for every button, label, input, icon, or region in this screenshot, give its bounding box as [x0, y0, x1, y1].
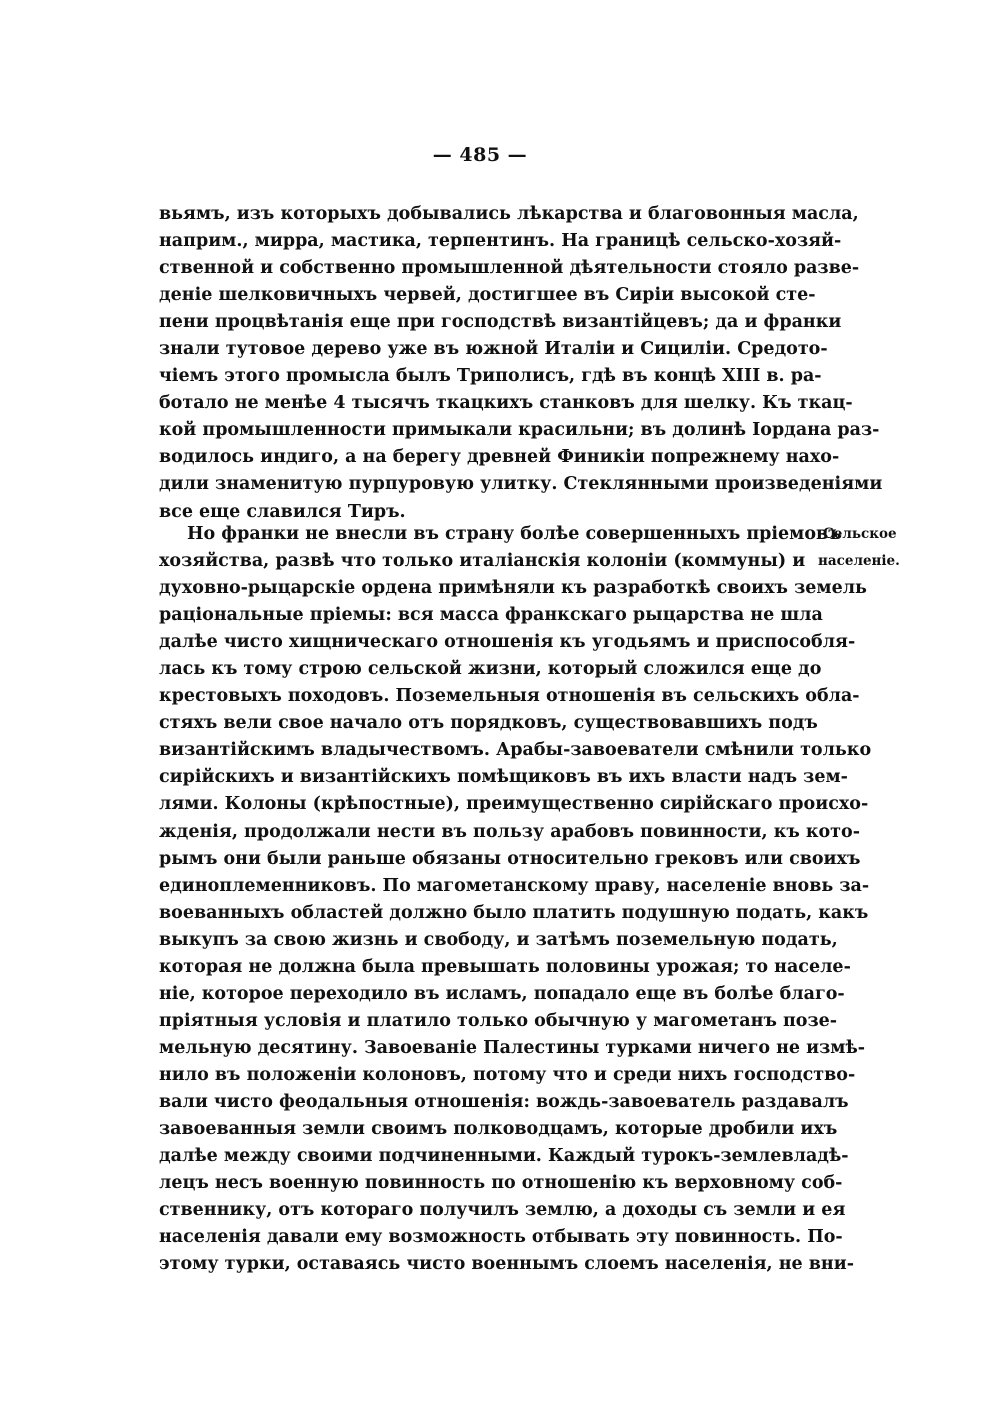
margin-note-line: населеніе.: [818, 553, 900, 570]
text-line: кой промышленности примыкали красильни; въ долинѣ Іордана раз-: [159, 420, 880, 441]
text-line: этому турки, оставаясь чисто военнымъ слоемъ населенія, не вни-: [159, 1254, 854, 1275]
text-line: пріятныя условія и платило только обычную у магометанъ позе-: [159, 1010, 838, 1031]
text-line: ніе, которое переходило въ исламъ, попадало еще въ болѣе благо-: [159, 983, 845, 1004]
text-line: вьямъ, изъ которыхъ добывались лѣкарства и благовонныя масла,: [159, 204, 859, 224]
text-line: хозяйства, развѣ что только италіанскія колоніи (коммуны) и: [159, 551, 806, 572]
text-line: ботало не менѣе 4 тысячъ ткацкихъ станковъ для шелку. Къ ткац-: [159, 393, 853, 414]
paragraph-1: [159, 201, 883, 526]
text-line: стяхъ вели свое начало отъ порядковъ, существовавшихъ подъ: [159, 713, 818, 734]
text-line: которая не должна была превышать половины урожая; то населе-: [159, 956, 851, 977]
text-line: мельную десятину. Завоеваніе Палестины турками ничего не измѣ-: [159, 1037, 866, 1058]
text-line: сирійскихъ и византійскихъ помѣщиковъ въ ихъ власти надъ зем-: [159, 767, 848, 788]
text-line: вали чисто феодальныя отношенія: вождь-завоеватель раздавалъ: [159, 1091, 849, 1112]
text-line: населенія давали ему возможность отбывать эту повинность. По-: [159, 1227, 843, 1248]
text-line: чіемъ этого промысла былъ Триполисъ, гдѣ въ концѣ XIII в. ра-: [159, 366, 822, 387]
text-line: все еще славился Тиръ.: [159, 501, 406, 522]
text-line: завоеванныя земли своимъ полководцамъ, которые дробили ихъ: [159, 1119, 838, 1140]
text-line: крестовыхъ походовъ. Поземельныя отношенія въ сельскихъ обла-: [159, 686, 860, 707]
text-line: пени процвѣтанія еще при господствѣ византійцевъ; да и франки: [159, 312, 842, 333]
text-line: духовно-рыцарскіе ордена примѣняли къ разработкѣ своихъ земель: [159, 578, 867, 599]
text-line: водилось индиго, а на берегу древней Финикіи попрежнему нахо-: [159, 447, 840, 468]
margin-note-line: Сельское: [823, 526, 897, 542]
text-line: ственной и собственно промышленной дѣятельности стояло разве-: [159, 258, 860, 279]
text-line: дили знаменитую пурпуровую улитку. Стеклянными произведеніями: [159, 474, 883, 495]
text-line: византійскимъ владычествомъ. Арабы-завоеватели смѣнили только: [159, 740, 872, 761]
text-line: лями. Колоны (крѣпостные), преимущественно сирійскаго происхо-: [159, 794, 869, 815]
margin-note: [818, 521, 918, 575]
text-line: лецъ несъ военную повинность по отношенію къ верховному соб-: [159, 1173, 843, 1194]
text-line: ственнику, отъ котораго получилъ землю, а доходы съ земли и ея: [159, 1200, 846, 1221]
text-line: единоплеменниковъ. По магометанскому праву, населеніе вновь за-: [159, 875, 870, 896]
text-line: рымъ они были раньше обязаны относительно грековъ или своихъ: [159, 848, 861, 869]
text-line: воеванныхъ областей должно было платить подушную подать, какъ: [159, 902, 869, 923]
text-line: выкупъ за свою жизнь и свободу, и затѣмъ поземельную подать,: [159, 929, 838, 950]
text-line: знали тутовое дерево уже въ южной Италіи и Сициліи. Средото-: [159, 339, 828, 360]
text-line: далѣе чисто хищническаго отношенія къ угодьямъ и приспособля-: [159, 632, 856, 653]
text-line: деніе шелковичныхъ червей, достигшее въ Сиріи высокой сте-: [159, 285, 816, 306]
text-line: Но франки не внесли въ страну болѣе совершенныхъ пріемовъ: [187, 524, 842, 544]
page-number: — 485 —: [432, 144, 528, 166]
text-line: жденія, продолжали нести въ пользу арабовъ повинности, къ кото-: [159, 821, 860, 842]
text-line: наприм., мирра, мастика, терпентинъ. На границѣ сельско-хозяй-: [159, 231, 842, 252]
text-line: лась къ тому строю сельской жизни, который сложился еще до: [159, 659, 822, 680]
text-line: нило въ положеніи колоновъ, потому что и среди нихъ господство-: [159, 1064, 856, 1085]
text-line: далѣе между своими подчиненными. Каждый турокъ-землевладѣ-: [159, 1146, 849, 1167]
text-line: раціональные пріемы: вся масса франкскаго рыцарства не шла: [159, 605, 823, 626]
